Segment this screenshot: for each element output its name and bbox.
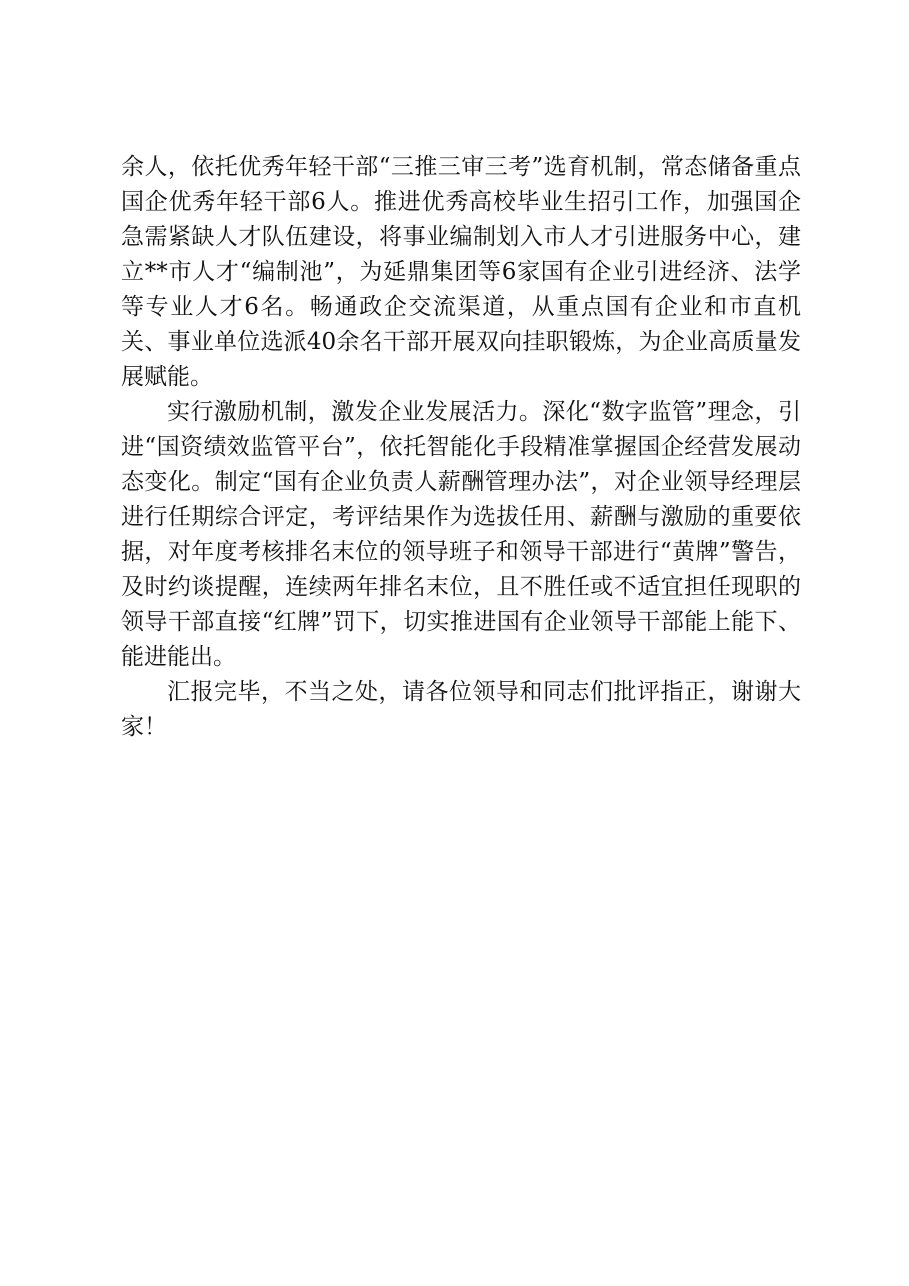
paragraph-incentive-mechanism: 实行激励机制，激发企业发展活力。深化“数字监管”理念，引进“国资绩效监管平台”，依托智能化手段精准掌握国企经营发展动态变化。制定“国有企业负责人薪酬管理办法”，对企业领导经理层进行任期综合评定，考评结果作为选拔任用、薪酬与激励的重要依据，对年度考核排名末位的领导班子和领导干部进行“黄牌”警告，及时约谈提醒，连续两年排名末位，且不胜任或不适宜担任现职的领导干部直接“红牌”罚下，切实推进国有企业领导干部能上能下、能进能出。: [121, 399, 801, 670]
paragraph-closing: 汇报完毕，不当之处，请各位领导和同志们批评指正，谢谢大家！: [121, 679, 801, 740]
document-body: [121, 150, 801, 745]
paragraph-continuation: 余人，依托优秀年轻干部“三推三审三考”选育机制，常态储备重点国企优秀年轻干部6人。推进优秀高校毕业生招引工作，加强国企急需紧缺人才队伍建设，将事业编制划入市人才引进服务中心，建立**市人才“编制池”，为延鼎集团等6家国有企业引进经济、法学等专业人才6名。畅通政企交流渠道，从重点国有企业和市直机关、事业单位选派40余名干部开展双向挂职锻炼，为企业高质量发展赋能。: [121, 154, 801, 390]
